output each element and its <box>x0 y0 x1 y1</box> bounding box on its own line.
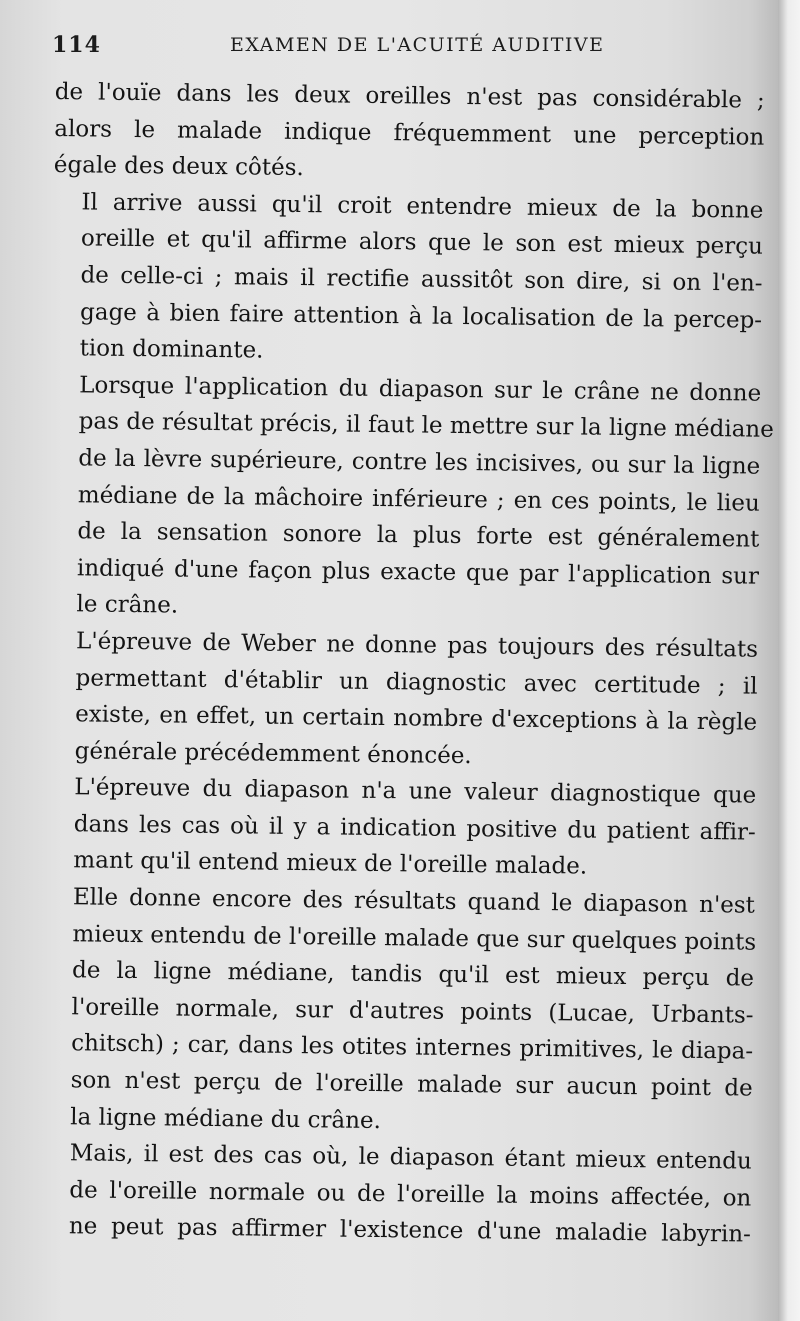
text-line: existe, en effet, un certain nombre d'exceptions à la règle <box>75 701 758 736</box>
text-line: Mais, il est des cas où, le diapason étant mieux entendu <box>69 1140 752 1175</box>
text-line: pas de résultat précis, il faut le mettre sur la ligne médiane <box>78 408 774 444</box>
text-line: générale précédemment énoncée. <box>74 737 472 769</box>
page-edge <box>778 0 800 1321</box>
paragraph <box>54 74 765 192</box>
paragraph <box>41 1135 752 1253</box>
text-line: de celle-ci ; mais il rectifie aussitôt son dire, si on l'en- <box>80 262 763 297</box>
text-line: de la lèvre supérieure, contre les incisives, ou sur la ligne <box>78 445 761 480</box>
running-head <box>52 30 652 64</box>
text-line: mieux entendu de l'oreille malade que sur quelques points <box>72 920 757 956</box>
text-line: L'épreuve de Weber ne donne pas toujours des résultats <box>75 628 759 663</box>
text-line: tion dominante. <box>79 335 264 364</box>
paragraph <box>42 879 755 1144</box>
text-line: son n'est perçu de l'oreille malade sur aucun point de <box>70 1067 753 1102</box>
paragraph <box>51 184 763 376</box>
text-line: le crâne. <box>76 591 179 619</box>
text-line: ne peut pas affirmer l'existence d'une maladie labyrin- <box>68 1213 752 1248</box>
text-line: chitsch) ; car, dans les otites internes primitives, le diapa- <box>70 1030 754 1066</box>
text-line: oreille et qu'il affirme alors que le son est mieux perçu <box>80 225 764 261</box>
text-line: L'épreuve du diapason n'a une valeur diagnostique que <box>74 774 757 809</box>
text-line: permettant d'établir un diagnostic avec certitude ; il <box>75 664 758 700</box>
paragraph <box>45 769 756 887</box>
text-line: Il arrive aussi qu'il croit entendre mieux de la bonne <box>81 189 764 224</box>
text-line: médiane de la mâchoire inférieure ; en ces points, le lieu <box>77 481 760 517</box>
running-title: EXAMEN DE L'ACUITÉ AUDITIVE <box>230 34 605 56</box>
text-line: de l'ouïe dans les deux oreilles n'est pas considérable ; <box>54 78 765 114</box>
page-number: 114 <box>52 32 101 58</box>
text-line: égale des deux côtés. <box>53 152 304 182</box>
text-line: de la ligne médiane, tandis qu'il est mieux perçu de <box>71 957 755 992</box>
text-line: indiqué d'une façon plus exacte que par l'application sur <box>76 555 760 590</box>
text-line: mant qu'il entend mieux de l'oreille malade. <box>73 847 588 881</box>
text-line: l'oreille normale, sur d'autres points (Lucae, Urbants- <box>71 994 754 1029</box>
paragraph <box>48 367 774 632</box>
text-line: gage à bien faire attention à la localisation de la percep- <box>79 298 763 334</box>
paragraph <box>47 623 759 778</box>
text-line: dans les cas où il y a indication positive du patient affir- <box>73 811 756 846</box>
text-line: de la sensation sonore la plus forte est généralement <box>77 518 760 553</box>
text-line: de l'oreille normale ou de l'oreille la moins affectée, on <box>69 1177 752 1212</box>
text-line: Lorsque l'application du diapason sur le crâne ne donne <box>79 372 762 407</box>
text-line: la ligne médiane du crâne. <box>70 1103 382 1134</box>
body-text <box>41 74 774 1254</box>
text-line: Elle donne encore des résultats quand le diapason n'est <box>72 884 756 919</box>
text-line: alors le malade indique fréquemment une perception <box>54 115 765 151</box>
